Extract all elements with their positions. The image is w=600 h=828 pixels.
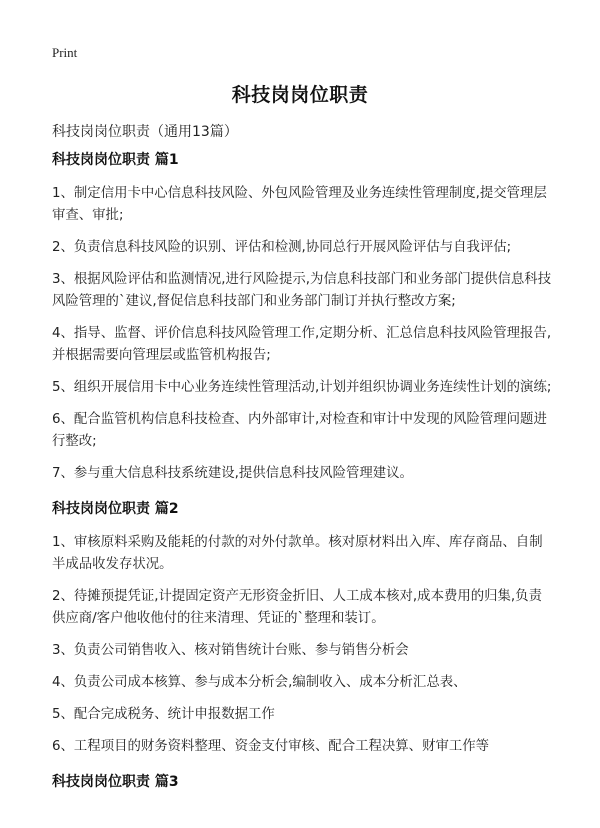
print-link[interactable]: Print: [52, 45, 78, 60]
section-heading: 科技岗岗位职责 篇1: [52, 152, 179, 168]
section-2: [52, 499, 552, 758]
page-title: 科技岗岗位职责: [231, 84, 369, 106]
document-body: [52, 150, 552, 805]
duty-item: 6、配合监管机构信息科技检查、内外部审计,对检查和审计中发现的风险管理问题进行整改;: [52, 412, 547, 449]
duty-item: 4、指导、监督、评价信息科技风险管理工作,定期分析、汇总信息科技风险管理报告,并根据需要向管理层或监管机构报告;: [52, 326, 552, 363]
duty-item: 2、负责信息科技风险的识别、评估和检测,协同总行开展风险评估与自我评估;: [52, 240, 512, 255]
duty-item: 6、工程项目的财务资料整理、资金支付审核、配合工程决算、财审工作等: [52, 739, 490, 754]
duty-item: 5、组织开展信用卡中心业务连续性管理活动,计划并组织协调业务连续性计划的演练;: [52, 380, 552, 395]
section-3: [52, 772, 552, 792]
duty-item: 5、配合完成税务、统计申报数据工作: [52, 707, 275, 722]
duty-item: 3、负责公司销售收入、核对销售统计台账、参与销售分析会: [52, 643, 409, 658]
duty-item: 4、负责公司成本核算、参与成本分析会,编制收入、成本分析汇总表、: [52, 675, 467, 690]
document-subtitle: 科技岗岗位职责（通用13篇）: [52, 124, 238, 140]
duty-item: 3、根据风险评估和监测情况,进行风险提示,为信息科技部门和业务部门提供信息科技风险管理的`建议,督促信息科技部门和业务部门制订并执行整改方案;: [52, 272, 552, 309]
duty-item: 1、审核原料采购及能耗的付款的对外付款单。核对原材料出入库、库存商品、自制半成品收发存状况。: [52, 535, 543, 572]
duty-item: 1、制定信用卡中心信息科技风险、外包风险管理及业务连续性管理制度,提交管理层审查、审批;: [52, 186, 547, 223]
duty-item: 2、待摊预提凭证,计提固定资产无形资金折旧、人工成本核对,成本费用的归集,负责供应商/客户他收他付的往来清理、凭证的`整理和装订。: [52, 589, 542, 626]
section-heading: 科技岗岗位职责 篇2: [52, 501, 179, 517]
duty-item: 7、参与重大信息科技系统建设,提供信息科技风险管理建议。: [52, 466, 413, 481]
section-heading: 科技岗岗位职责 篇3: [52, 774, 179, 790]
section-1: [52, 150, 552, 485]
